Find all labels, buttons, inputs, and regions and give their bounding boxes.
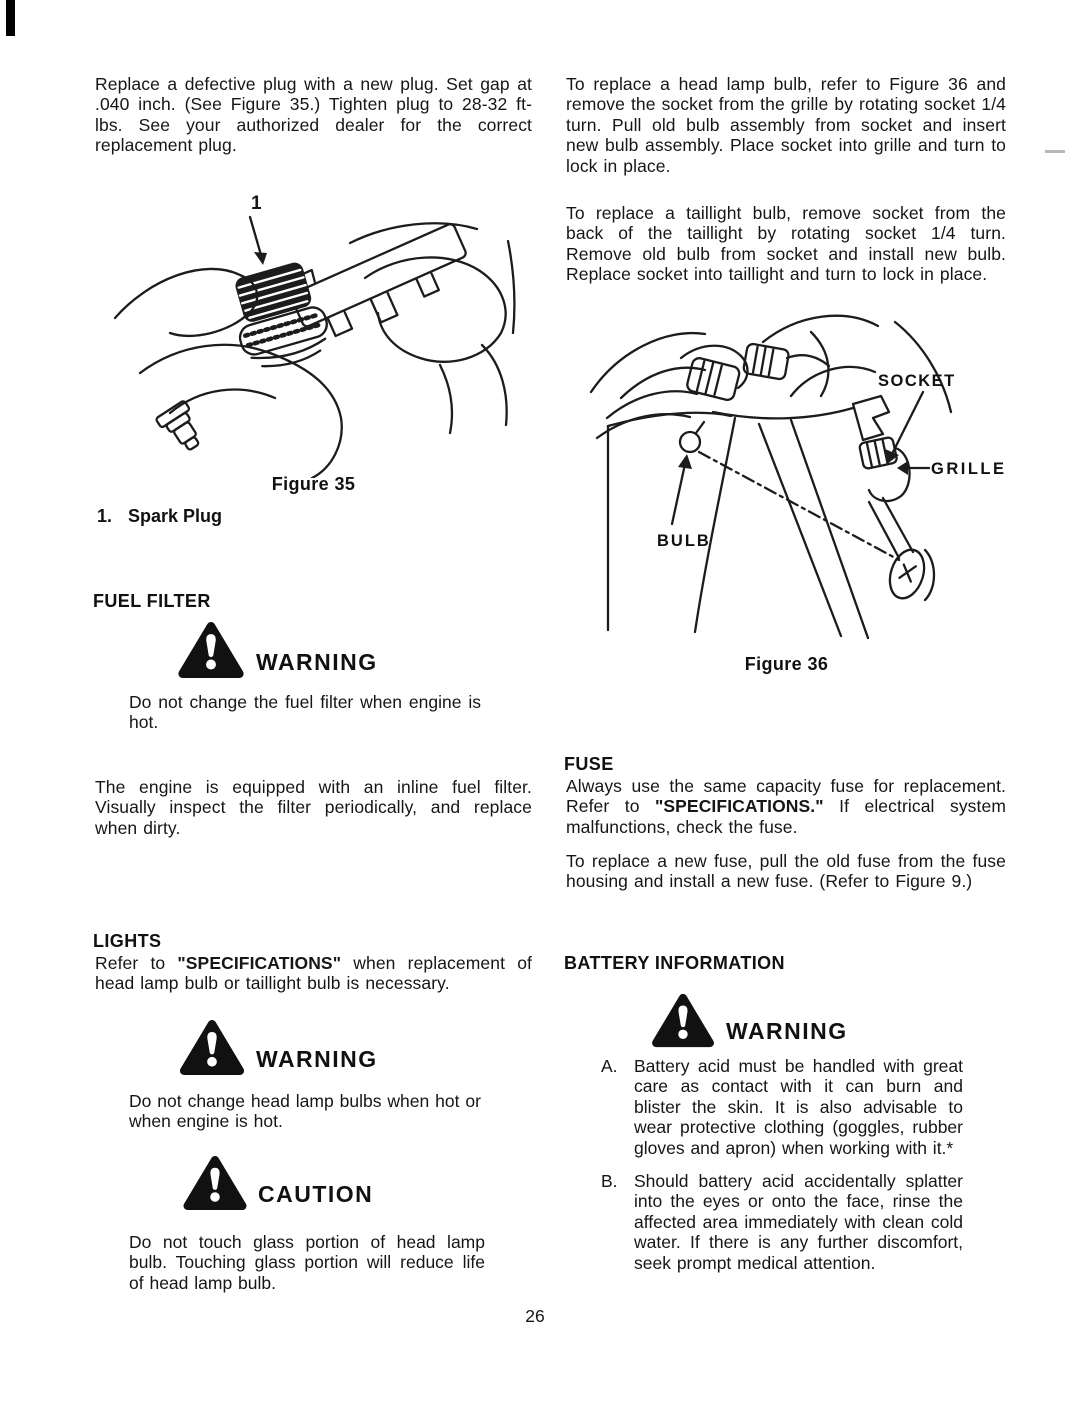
figure-35-caption: Figure 35	[271, 474, 356, 494]
page-number: 26	[525, 1306, 545, 1326]
figure-36-label-bulb: BULB	[657, 532, 711, 550]
list-item-letter: A.	[601, 1056, 618, 1076]
fuse-body-bold: "SPECIFICATIONS."	[654, 796, 824, 817]
lights-body-bold: "SPECIFICATIONS"	[177, 953, 342, 973]
caution-label: CAUTION	[258, 1181, 374, 1207]
taillight-paragraph: To replace a taillight bulb, remove socket from the back of the taillight by rotating socket 1/4 turn. Remove old bulb from socket and install new bulb. Replace socket into taillight and turn to lock in place.	[566, 203, 1006, 285]
figure-36-illustration	[563, 300, 1010, 652]
legend-label: Spark Plug	[128, 506, 223, 526]
caution-triangle-icon	[181, 1155, 249, 1211]
scan-artifact-dash	[1045, 150, 1065, 153]
fuse-body	[566, 776, 1006, 837]
warning-label: WARNING	[256, 1046, 378, 1072]
battery-warning-list	[601, 1056, 963, 1286]
fuel-filter-body: The engine is equipped with an inline fuel filter. Visually inspect the filter periodically, and replace when dirty.	[95, 777, 532, 838]
figure-36-label-socket: SOCKET	[878, 372, 956, 390]
figure-35-illustration	[110, 183, 520, 478]
fuel-filter-warning-text: Do not change the fuel filter when engine is hot.	[129, 692, 481, 733]
battery-information-heading: BATTERY INFORMATION	[564, 953, 785, 973]
warning-label: WARNING	[726, 1018, 848, 1044]
warning-triangle-icon	[649, 993, 717, 1048]
fuse-heading: FUSE	[564, 754, 614, 774]
battery-list-item-a	[601, 1056, 963, 1158]
lights-body	[95, 953, 532, 994]
fuel-filter-heading: FUEL FILTER	[93, 591, 211, 611]
lights-body-prefix: Refer to	[95, 953, 178, 973]
legend-number: 1.	[97, 506, 113, 526]
fuse-body-suffix: If electrical system malfunctions, check the fuse.	[566, 796, 1006, 837]
figure-35-legend	[97, 506, 222, 527]
warning-label: WARNING	[256, 649, 378, 675]
list-item-letter: B.	[601, 1171, 618, 1192]
lights-caution-text: Do not touch glass portion of head lamp bulb. Touching glass portion will reduce life of head lamp bulb.	[129, 1232, 485, 1293]
figure-35-callout-1: 1	[251, 193, 262, 214]
list-item-text: Should battery acid accidentally splatter into the eyes or onto the face, rinse the affected area immediately with clean cold water. If there is any further discomfort, seek prompt medical attention.	[634, 1171, 963, 1273]
figure-36-caption: Figure 36	[744, 654, 829, 674]
warning-triangle-icon	[175, 621, 247, 679]
lights-caution	[181, 1155, 373, 1211]
headlamp-paragraph: To replace a head lamp bulb, refer to Figure 36 and remove the socket from the grille by rotating socket 1/4 turn. Pull old bulb assembly from socket and insert new bulb assembly. Place socket into grille and turn to lock in place.	[566, 74, 1006, 176]
list-item-text: Battery acid must be handled with great care as contact with it can burn and blister the skin. It is also advisable to wear protective clothing (goggles, rubber gloves and apron) when working with it.*	[634, 1056, 963, 1158]
fuse-body2: To replace a new fuse, pull the old fuse from the fuse housing and install a new fuse. (Refer to Figure 9.)	[566, 851, 1006, 892]
fuel-filter-warning	[175, 621, 378, 679]
scan-artifact-mark	[6, 0, 15, 36]
battery-warning	[649, 993, 848, 1048]
lights-warning-text: Do not change head lamp bulbs when hot or when engine is hot.	[129, 1091, 481, 1132]
spark-plug-paragraph: Replace a defective plug with a new plug. Set gap at .040 inch. (See Figure 35.) Tighten plug to 28-32 ft-lbs. See your authorized dealer for the correct replacement plug.	[95, 74, 532, 156]
warning-triangle-icon	[177, 1019, 247, 1076]
battery-list-item-b	[601, 1171, 963, 1273]
lights-warning	[177, 1019, 378, 1076]
lights-heading: LIGHTS	[93, 931, 162, 951]
fuse-body-prefix: Always use the same capacity fuse for replacement. Refer to	[566, 776, 1006, 817]
lights-body-suffix: when replacement of head lamp bulb or taillight bulb is necessary.	[95, 953, 532, 994]
figure-36-label-grille: GRILLE	[931, 460, 1007, 478]
